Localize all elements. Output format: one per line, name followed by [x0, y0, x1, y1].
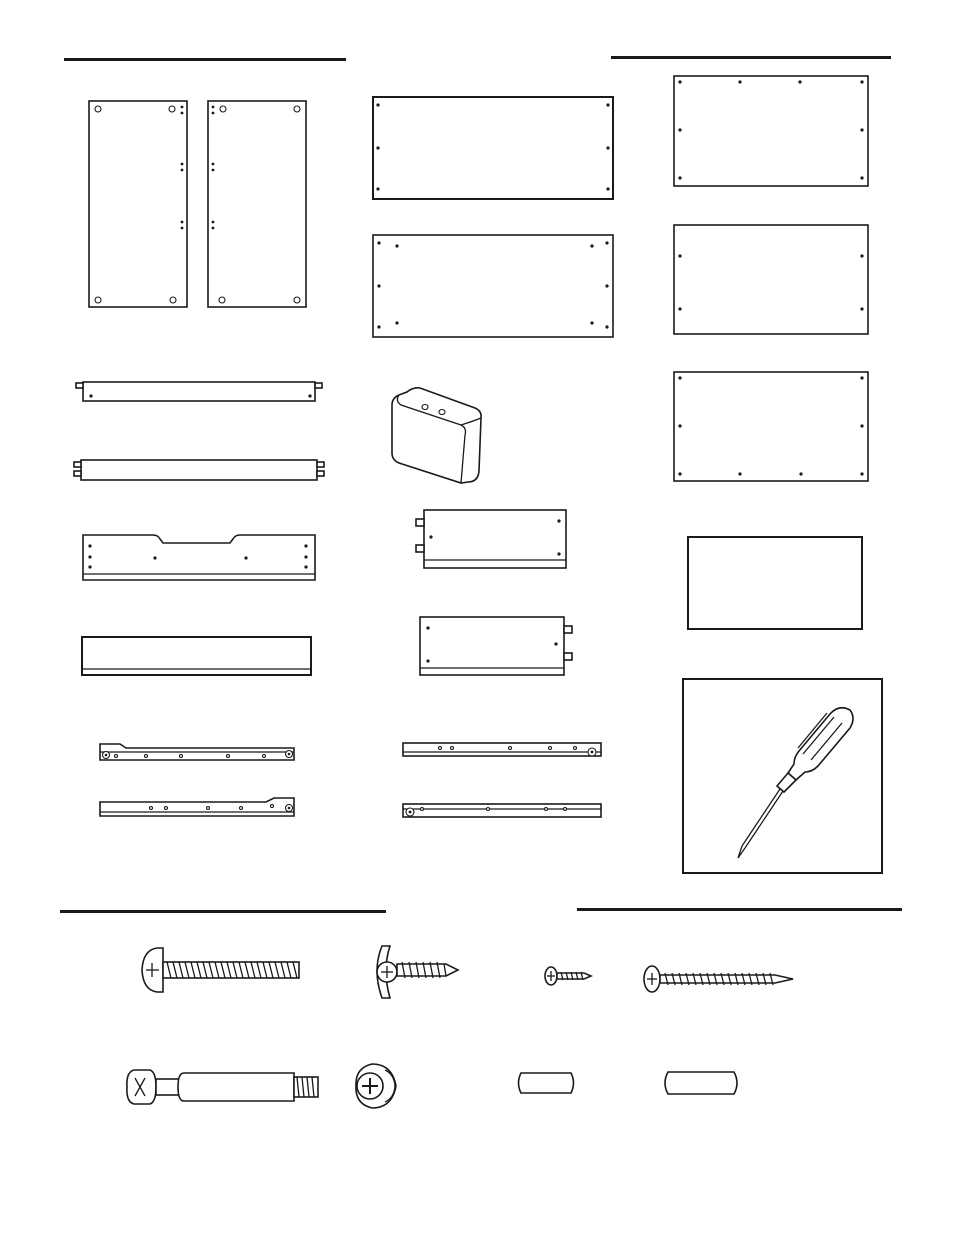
hardware-long-bolt: [137, 940, 305, 998]
hardware-long-dowel: [660, 1067, 742, 1099]
bottom-panel: [370, 232, 616, 340]
drawer-back-board: [79, 634, 315, 678]
hardware-section-rule-right: [577, 908, 902, 911]
back-panel: [685, 534, 865, 632]
hardware-washer-screw: [370, 940, 462, 1004]
drawer-side-right: [417, 614, 577, 678]
drawer-slide-left-upper: [96, 740, 300, 766]
hardware-cam-lock: [352, 1060, 402, 1112]
hardware-cam-bolt: [122, 1058, 324, 1116]
shelf-panel-b: [671, 222, 871, 337]
panels-section-rule-right: [611, 56, 891, 59]
side-panel-left: [86, 98, 190, 310]
screwdriver-icon: [684, 680, 880, 870]
drawer-slide-right-lower: [400, 799, 606, 825]
drawer-side-left: [412, 507, 572, 571]
panels-section-rule-left: [64, 58, 346, 61]
hardware-short-screw: [542, 962, 594, 990]
hardware-short-dowel: [513, 1069, 579, 1097]
screwdriver-frame: [682, 678, 883, 874]
shelf-panel-c: [671, 369, 871, 484]
drawer-slide-right-upper: [400, 738, 606, 764]
rail-double-dowels: [70, 457, 328, 483]
shelf-panel-a: [671, 73, 871, 189]
drawer-front-cutout: [80, 530, 318, 586]
foot-block: [387, 385, 487, 487]
hardware-section-rule-left: [60, 910, 386, 913]
hardware-long-screw: [641, 962, 797, 996]
drawer-slide-left-lower: [96, 796, 300, 822]
rail-with-dowels: [74, 378, 328, 406]
top-panel: [370, 94, 616, 202]
side-panel-right: [205, 98, 309, 310]
